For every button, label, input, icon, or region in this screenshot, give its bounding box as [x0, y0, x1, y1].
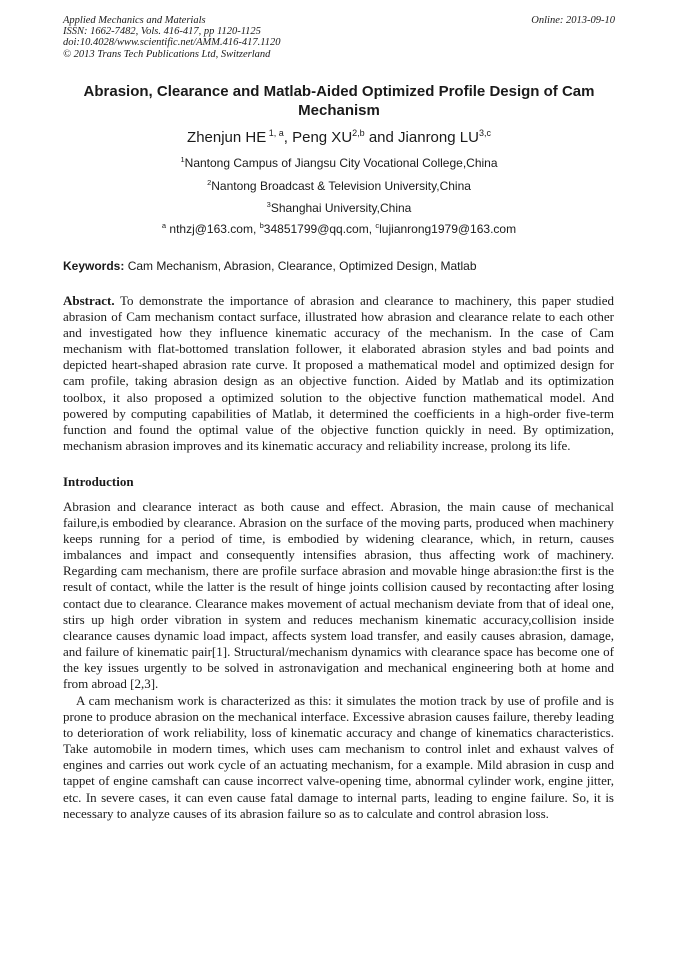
author-name: Zhenjun HE [187, 129, 267, 146]
doi-line: doi:10.4028/www.scientific.net/AMM.416-417.1120 [63, 37, 281, 49]
journal-header [63, 15, 615, 60]
affiliation-mark: 1 [180, 155, 185, 164]
affiliation-3 [40, 201, 638, 215]
issn-line: ISSN: 1662-7482, Vols. 416-417, pp 1120-1125 [63, 26, 261, 38]
online-date: Online: 2013-09-10 [531, 15, 615, 26]
copyright-line: © 2013 Trans Tech Publications Ltd, Switzerland [63, 48, 271, 60]
introduction-paragraph-1: Abrasion and clearance interact as both cause and effect. Abrasion, the main cause of mechanical failure,is embodied by clearance. Abrasion on the surface of the moving parts, produced when machinery keeps running for a period of time, is embodied by widening clearance, which, in return, causes imbalances and impact and consequently intensifies abrasion, thus affecting work of machinery. Regarding cam mechanism, there are profile surface abrasion and movable hinge abrasion:the first is the result of contact, while the latter is the result of hinge joints collision caused by recontacting after losing contact due to clearance. Clearance makes movement of actual mechanism deviate from that of ideal one, stirs up high order vibration in system and reduces mechanism kinematic accuracy,collision inside clearance causes dynamic load impact, affects system load transfer, and easily causes abrasion, damage, and failure of kinematic pair[1]. Structural/mechanism dynamics with clearance space has become one of the key issues urgently to be solved in astronavigation and mechanical engineering both at home and from abroad [2,3]. [63, 499, 614, 692]
abstract-text: To demonstrate the importance of abrasion and clearance to machinery, this paper studied abrasion of Cam mechanism contact surface, illustrated how abrasion and clearance relate to each other and investigated how they influence kinematic accuracy of the mechanism. In the case of Cam mechanism with flat-bottomed translation follower, it elaborated abrasion styles and bad points and depicted heart-shaped abrasion rate curve. It proposed a mathematical model and optimized design for cam profile, taking abrasion design as an objective function. Aided by Matlab and its optimization toolbox, it also proposed a optimized solution to the objective function mathematical model. And powered by computing capabilities of Matlab, it determined the coefficients in a high-order five-term function and found the optimal value of the objective function quickly in need. By optimization, mechanism abrasion improves and its kinematic accuracy and reliability increase, prolong its life. [63, 293, 614, 453]
affiliation-text: Nantong Broadcast & Television University,China [211, 179, 471, 193]
author-list [40, 128, 638, 148]
abstract-paragraph [63, 293, 614, 454]
keywords-label: Keywords: [63, 259, 125, 273]
affiliation-text: Nantong Campus of Jiangsu City Vocational College,China [184, 156, 498, 170]
author-separator: , [283, 129, 293, 146]
author-affiliation-mark: 2,b [352, 128, 365, 138]
author-name: Jianrong LU [398, 129, 479, 146]
author-affiliation-mark: 3,c [478, 128, 491, 138]
affiliation-mark: 2 [207, 178, 212, 187]
paper-title: Abrasion, Clearance and Matlab-Aided Optimized Profile Design of Cam Mechanism [83, 83, 595, 119]
author-name: Peng XU [292, 129, 353, 146]
author-separator: and [364, 129, 399, 146]
affiliation-1 [40, 156, 638, 170]
journal-name: Applied Mechanics and Materials [63, 15, 206, 26]
abstract-label: Abstract. [63, 293, 115, 308]
affiliation-2 [40, 179, 638, 193]
introduction-heading: Introduction [63, 474, 134, 489]
keywords-line [63, 259, 623, 273]
email-mark: b [259, 221, 264, 230]
email-address: lujianrong1979@163.com [379, 222, 517, 236]
author-affiliation-mark: 1, a [266, 128, 284, 138]
affiliation-text: Shanghai University,China [270, 201, 412, 215]
email-mark: c [375, 221, 380, 230]
email-address: 34851799@qq.com, [263, 222, 376, 236]
email-address: nthzj@163.com, [166, 222, 260, 236]
introduction-paragraph-2: A cam mechanism work is characterized as this: it simulates the motion track by use of profile and is prone to produce abrasion on the mechanical interface. Excessive abrasion causes failure, thereby leading to deterioration of work reliability, loss of kinematic accuracy and change of kinematics characteristics. Take automobile in modern times, which uses cam mechanism to control inlet and exhaust valves of engines and carries out work cycle of an actuating mechanism, for a example. Mild abrasion in cusp and tappet of engine camshaft can cause incorrect valve-opening time, abnormal cylinder work, engine jitter, etc. In severe cases, it can even cause fatal damage to internal parts, leading to engine failure. So, it is necessary to analyze causes of its abrasion failure so as to calculate and control abrasion loss. [63, 693, 614, 821]
affiliation-mark: 3 [266, 200, 271, 209]
email-line [40, 222, 638, 236]
email-mark: a [161, 221, 167, 230]
keywords-text: Cam Mechanism, Abrasion, Clearance, Optimized Design, Matlab [124, 259, 477, 273]
